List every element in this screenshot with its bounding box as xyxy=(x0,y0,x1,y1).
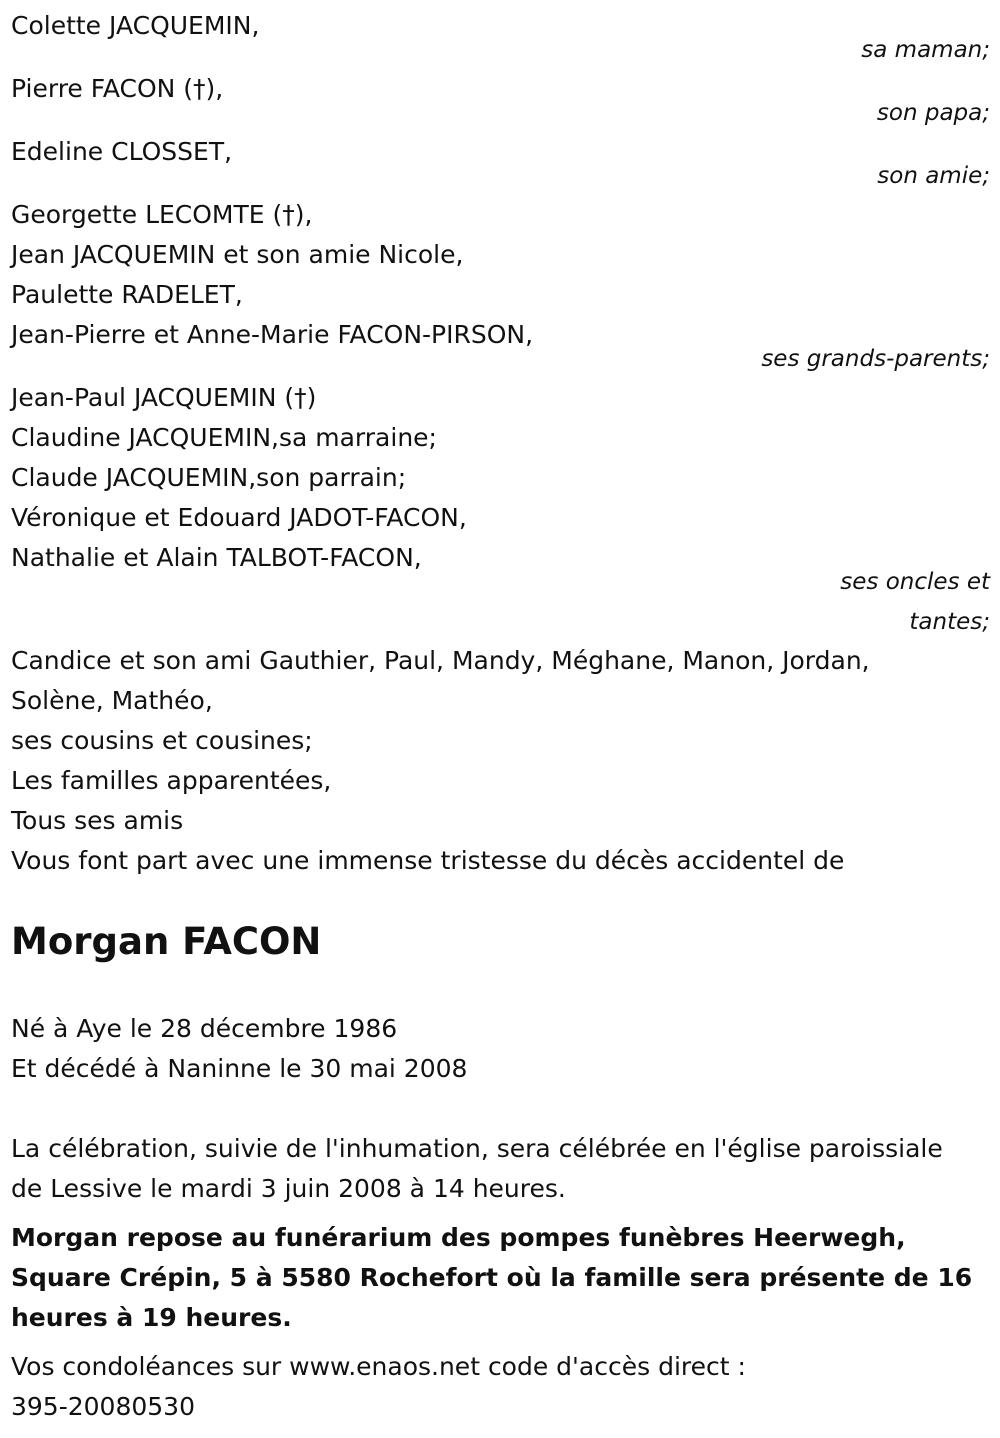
grandparent-name: Paulette RADELET, xyxy=(11,280,243,309)
condolences-line: Vos condoléances sur www.enaos.net code d'accès direct : xyxy=(11,1352,746,1381)
uncles-aunts-relation: tantes; xyxy=(909,609,990,635)
announcement-line: Vous font part avec une immense tristesse du décès accidentel de xyxy=(11,846,845,875)
cousins-line: Candice et son ami Gauthier, Paul, Mandy, Méghane, Manon, Jordan, xyxy=(11,646,870,675)
grandparent-name: Georgette LECOMTE (†), xyxy=(11,200,313,229)
repose-line: Square Crépin, 5 à 5580 Rochefort où la famille sera présente de 16 xyxy=(11,1263,973,1292)
parent-relation: sa maman; xyxy=(861,37,990,63)
birth-line: Né à Aye le 28 décembre 1986 xyxy=(11,1014,398,1043)
grandparents-relation: ses grands-parents; xyxy=(761,346,990,372)
uncle-aunt-name: Nathalie et Alain TALBOT-FACON, xyxy=(11,543,422,572)
grandparent-name: Jean-Pierre et Anne-Marie FACON-PIRSON, xyxy=(11,320,534,349)
partner-name: Edeline CLOSSET, xyxy=(11,137,233,166)
deceased-name: Morgan FACON xyxy=(11,920,322,963)
death-line: Et décédé à Naninne le 30 mai 2008 xyxy=(11,1054,468,1083)
cousins-line: ses cousins et cousines; xyxy=(11,726,313,755)
uncle-aunt-name: Véronique et Edouard JADOT-FACON, xyxy=(11,503,467,532)
repose-line: heures à 19 heures. xyxy=(11,1303,292,1332)
repose-line: Morgan repose au funérarium des pompes funèbres Heerwegh, xyxy=(11,1223,906,1252)
ceremony-line: de Lessive le mardi 3 juin 2008 à 14 heures. xyxy=(11,1174,566,1203)
ceremony-line: La célébration, suivie de l'inhumation, sera célébrée en l'église paroissiale xyxy=(11,1134,943,1163)
uncle-aunt-name: Claudine JACQUEMIN,sa marraine; xyxy=(11,423,437,452)
uncle-aunt-name: Claude JACQUEMIN,son parrain; xyxy=(11,463,407,492)
parent-name: Colette JACQUEMIN, xyxy=(11,11,260,40)
condolences-code: 395-20080530 xyxy=(11,1392,195,1421)
uncle-aunt-name: Jean-Paul JACQUEMIN (†) xyxy=(11,383,317,412)
parent-relation: son papa; xyxy=(876,100,990,126)
parent-name: Pierre FACON (†), xyxy=(11,74,224,103)
uncles-aunts-relation: ses oncles et xyxy=(840,569,990,595)
cousins-line: Solène, Mathéo, xyxy=(11,686,213,715)
partner-relation: son amie; xyxy=(877,163,990,189)
friends-line: Tous ses amis xyxy=(11,806,184,835)
grandparent-name: Jean JACQUEMIN et son amie Nicole, xyxy=(11,240,464,269)
families-line: Les familles apparentées, xyxy=(11,766,332,795)
